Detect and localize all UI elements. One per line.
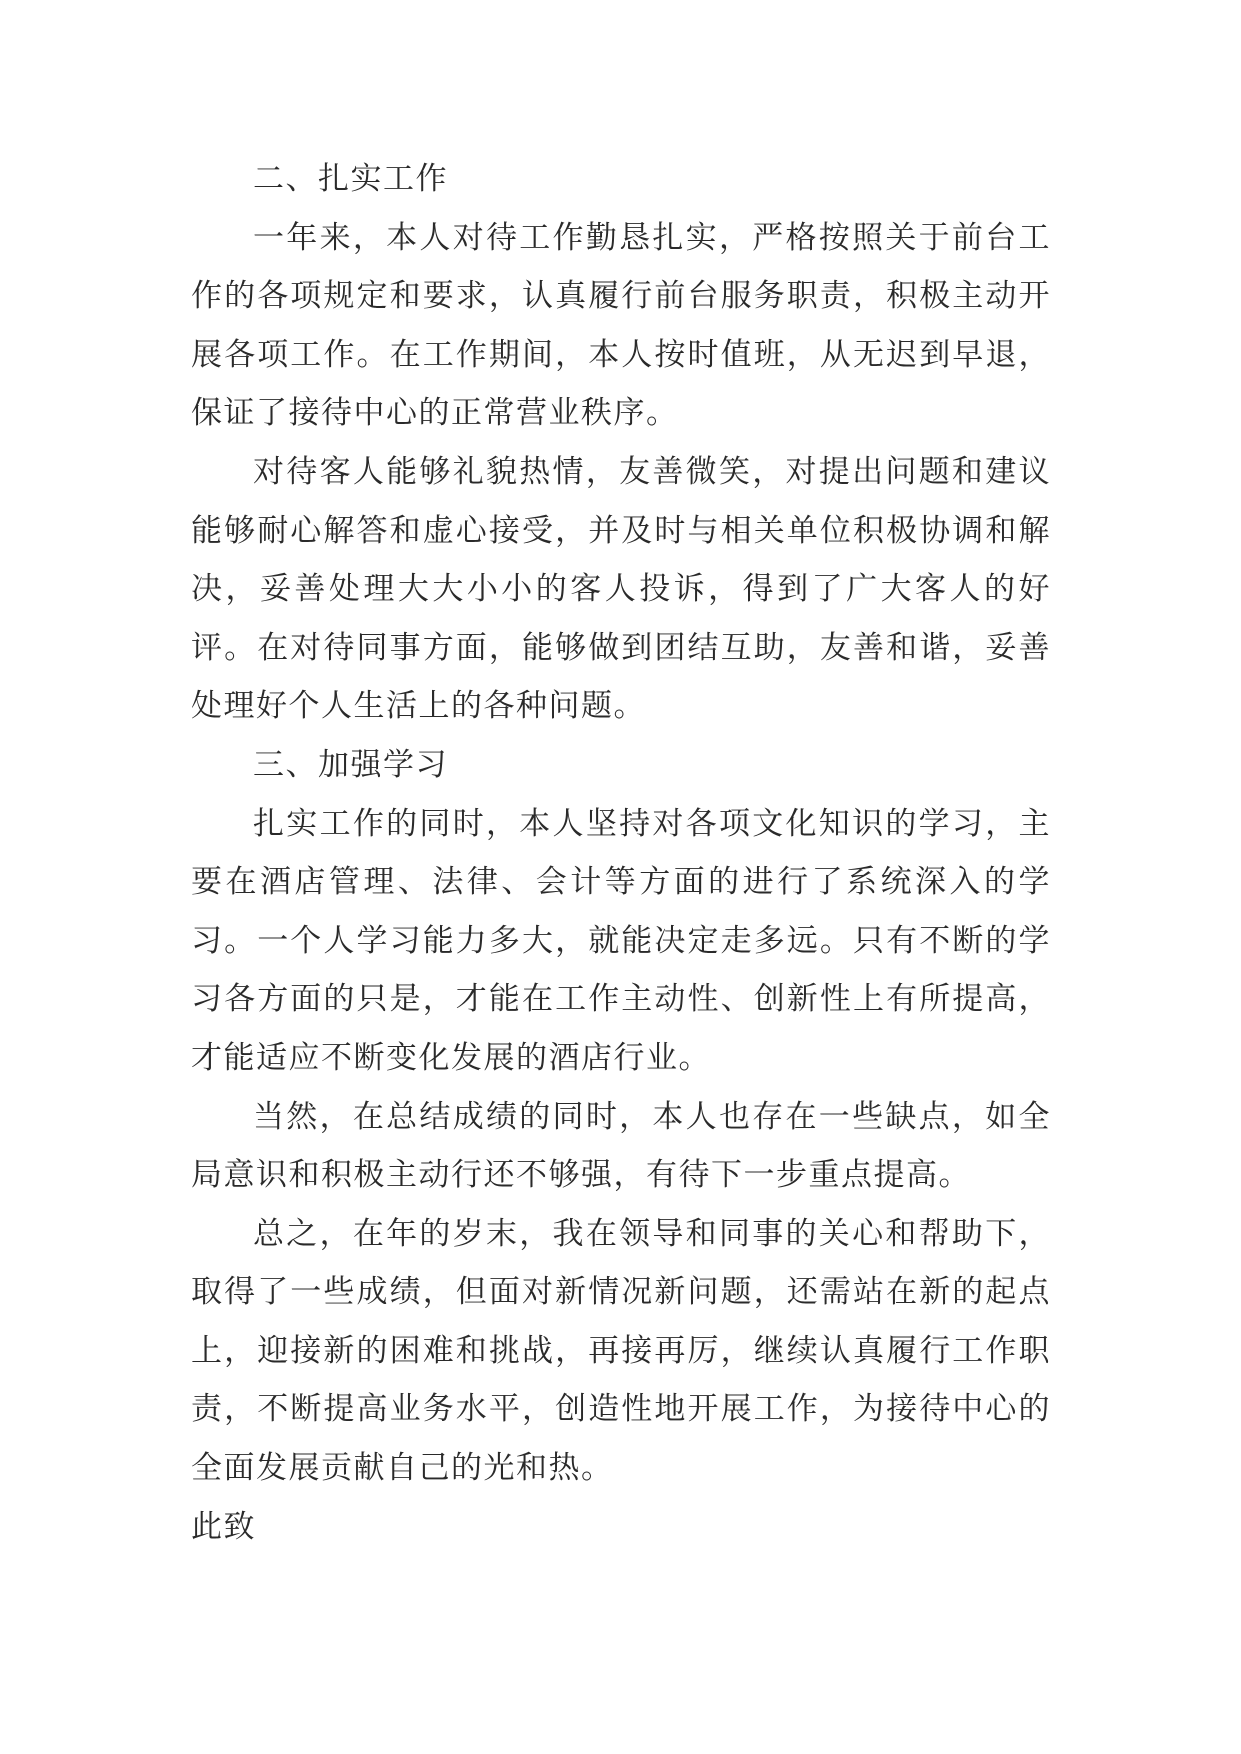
paragraph-learning: 扎实工作的同时，本人坚持对各项文化知识的学习，主要在酒店管理、法律、会计等方面的进行了系统深入的学习。一个人学习能力多大，就能决定走多远。只有不断的学习各方面的只是，才能在工作主动性、创新性上有所提高，才能适应不断变化发展的酒店行业。 — [191, 805, 1051, 1076]
paragraph-conclusion: 总之，在年的岁末，我在领导和同事的关心和帮助下，取得了一些成绩，但面对新情况新问题，还需站在新的起点上，迎接新的困难和挑战，再接再厉，继续认真履行工作职责，不断提高业务水平，创造性地开展工作，为接待中心的全面发展贡献自己的光和热。 — [191, 1215, 1051, 1487]
document-body — [191, 150, 1051, 1556]
closing-salutation: 此致 — [191, 1508, 256, 1545]
paragraph-shortcomings: 当然，在总结成绩的同时，本人也存在一些缺点，如全局意识和积极主动行还不够强，有待下一步重点提高。 — [191, 1098, 1051, 1194]
section-heading-solid-work: 二、扎实工作 — [253, 161, 448, 197]
paragraph-guest-service: 对待客人能够礼貌热情，友善微笑，对提出问题和建议能够耐心解答和虚心接受，并及时与相关单位积极协调和解决，妥善处理大大小小的客人投诉，得到了广大客人的好评。在对待同事方面，能够做到团结互助，友善和谐，妥善处理好个人生活上的各种问题。 — [191, 453, 1051, 725]
section-heading-strengthen-learning: 三、加强学习 — [253, 746, 448, 783]
paragraph-work-attitude: 一年来，本人对待工作勤恳扎实，严格按照关于前台工作的各项规定和要求，认真履行前台服务职责，积极主动开展各项工作。在工作期间，本人按时值班，从无迟到早退，保证了接待中心的正常营业秩序。 — [191, 219, 1051, 432]
